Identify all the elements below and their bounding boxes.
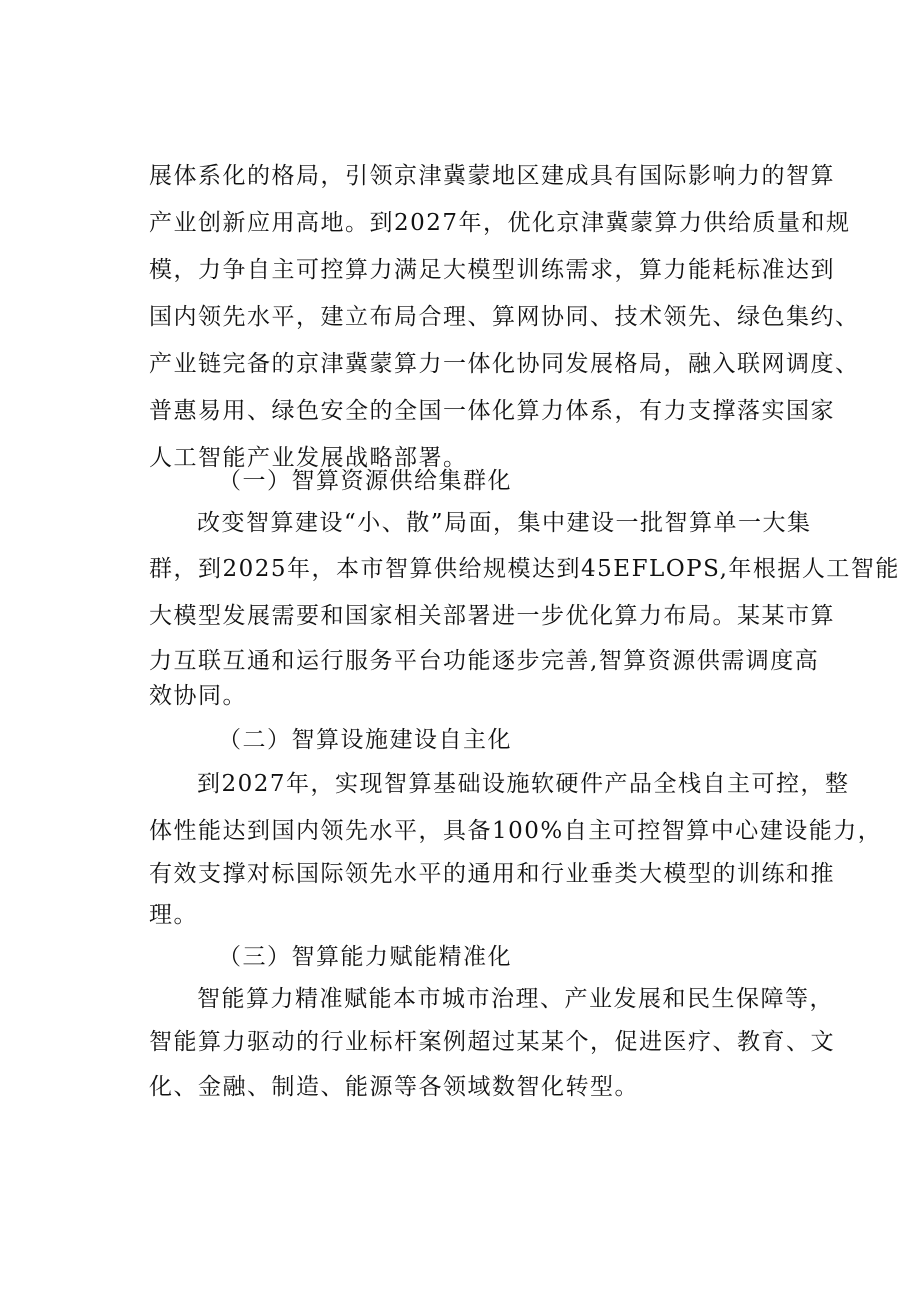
text-line: 产业链完备的京津冀蒙算力一体化协同发展格局，融入联网调度、 (149, 351, 860, 377)
text-line: 模，力争自主可控算力满足大模型训练需求，算力能耗标准达到 (149, 257, 835, 283)
text-line: 智能算力驱动的行业标杆案例超过某某个，促进医疗、教育、文 (149, 1029, 835, 1055)
text-line: 展体系化的格局，引领京津冀蒙地区建成具有国际影响力的智算 (149, 163, 835, 189)
text-line: 人工智能产业发展战略部署。 (149, 445, 468, 471)
text-line: 普惠易用、绿色安全的全国一体化算力体系，有力支撑落实国家 (149, 398, 835, 424)
section-heading-3: （三）智算能力赋能精准化 (218, 944, 512, 970)
text-line: 到2027年，实现智算基础设施软硬件产品全栈自主可控，整 (197, 771, 850, 797)
text-line: 大模型发展需要和国家相关部署进一步优化算力布局。某某市算 (149, 603, 835, 629)
text-line: 群，到2025年，本市智算供给规模达到45EFLOPS,年根据人工智能 (149, 556, 900, 582)
text-line: 效协同。 (149, 683, 247, 709)
text-line: 智能算力精准赋能本市城市治理、产业发展和民生保障等， (197, 986, 834, 1012)
text-line: 力互联互通和运行服务平台功能逐步完善,智算资源供需调度高 (149, 648, 820, 674)
text-line: 改变智算建设“小、散”局面，集中建设一批智算单一大集 (197, 510, 812, 536)
text-line: 体性能达到国内领先水平，具备100%自主可控智算中心建设能力， (149, 818, 883, 844)
section-heading-2: （二）智算设施建设自主化 (218, 727, 512, 753)
text-line: 国内领先水平，建立布局合理、算网协同、技术领先、绿色集约、 (149, 304, 860, 330)
text-line: 化、金融、制造、能源等各领域数智化转型。 (149, 1074, 639, 1100)
text-line: 理。 (149, 902, 198, 928)
section-heading-1: （一）智算资源供给集群化 (218, 468, 512, 494)
text-line: 有效支撑对标国际领先水平的通用和行业垂类大模型的训练和推 (149, 861, 835, 887)
text-line: 产业创新应用高地。到2027年，优化京津冀蒙算力供给质量和规 (149, 210, 851, 236)
